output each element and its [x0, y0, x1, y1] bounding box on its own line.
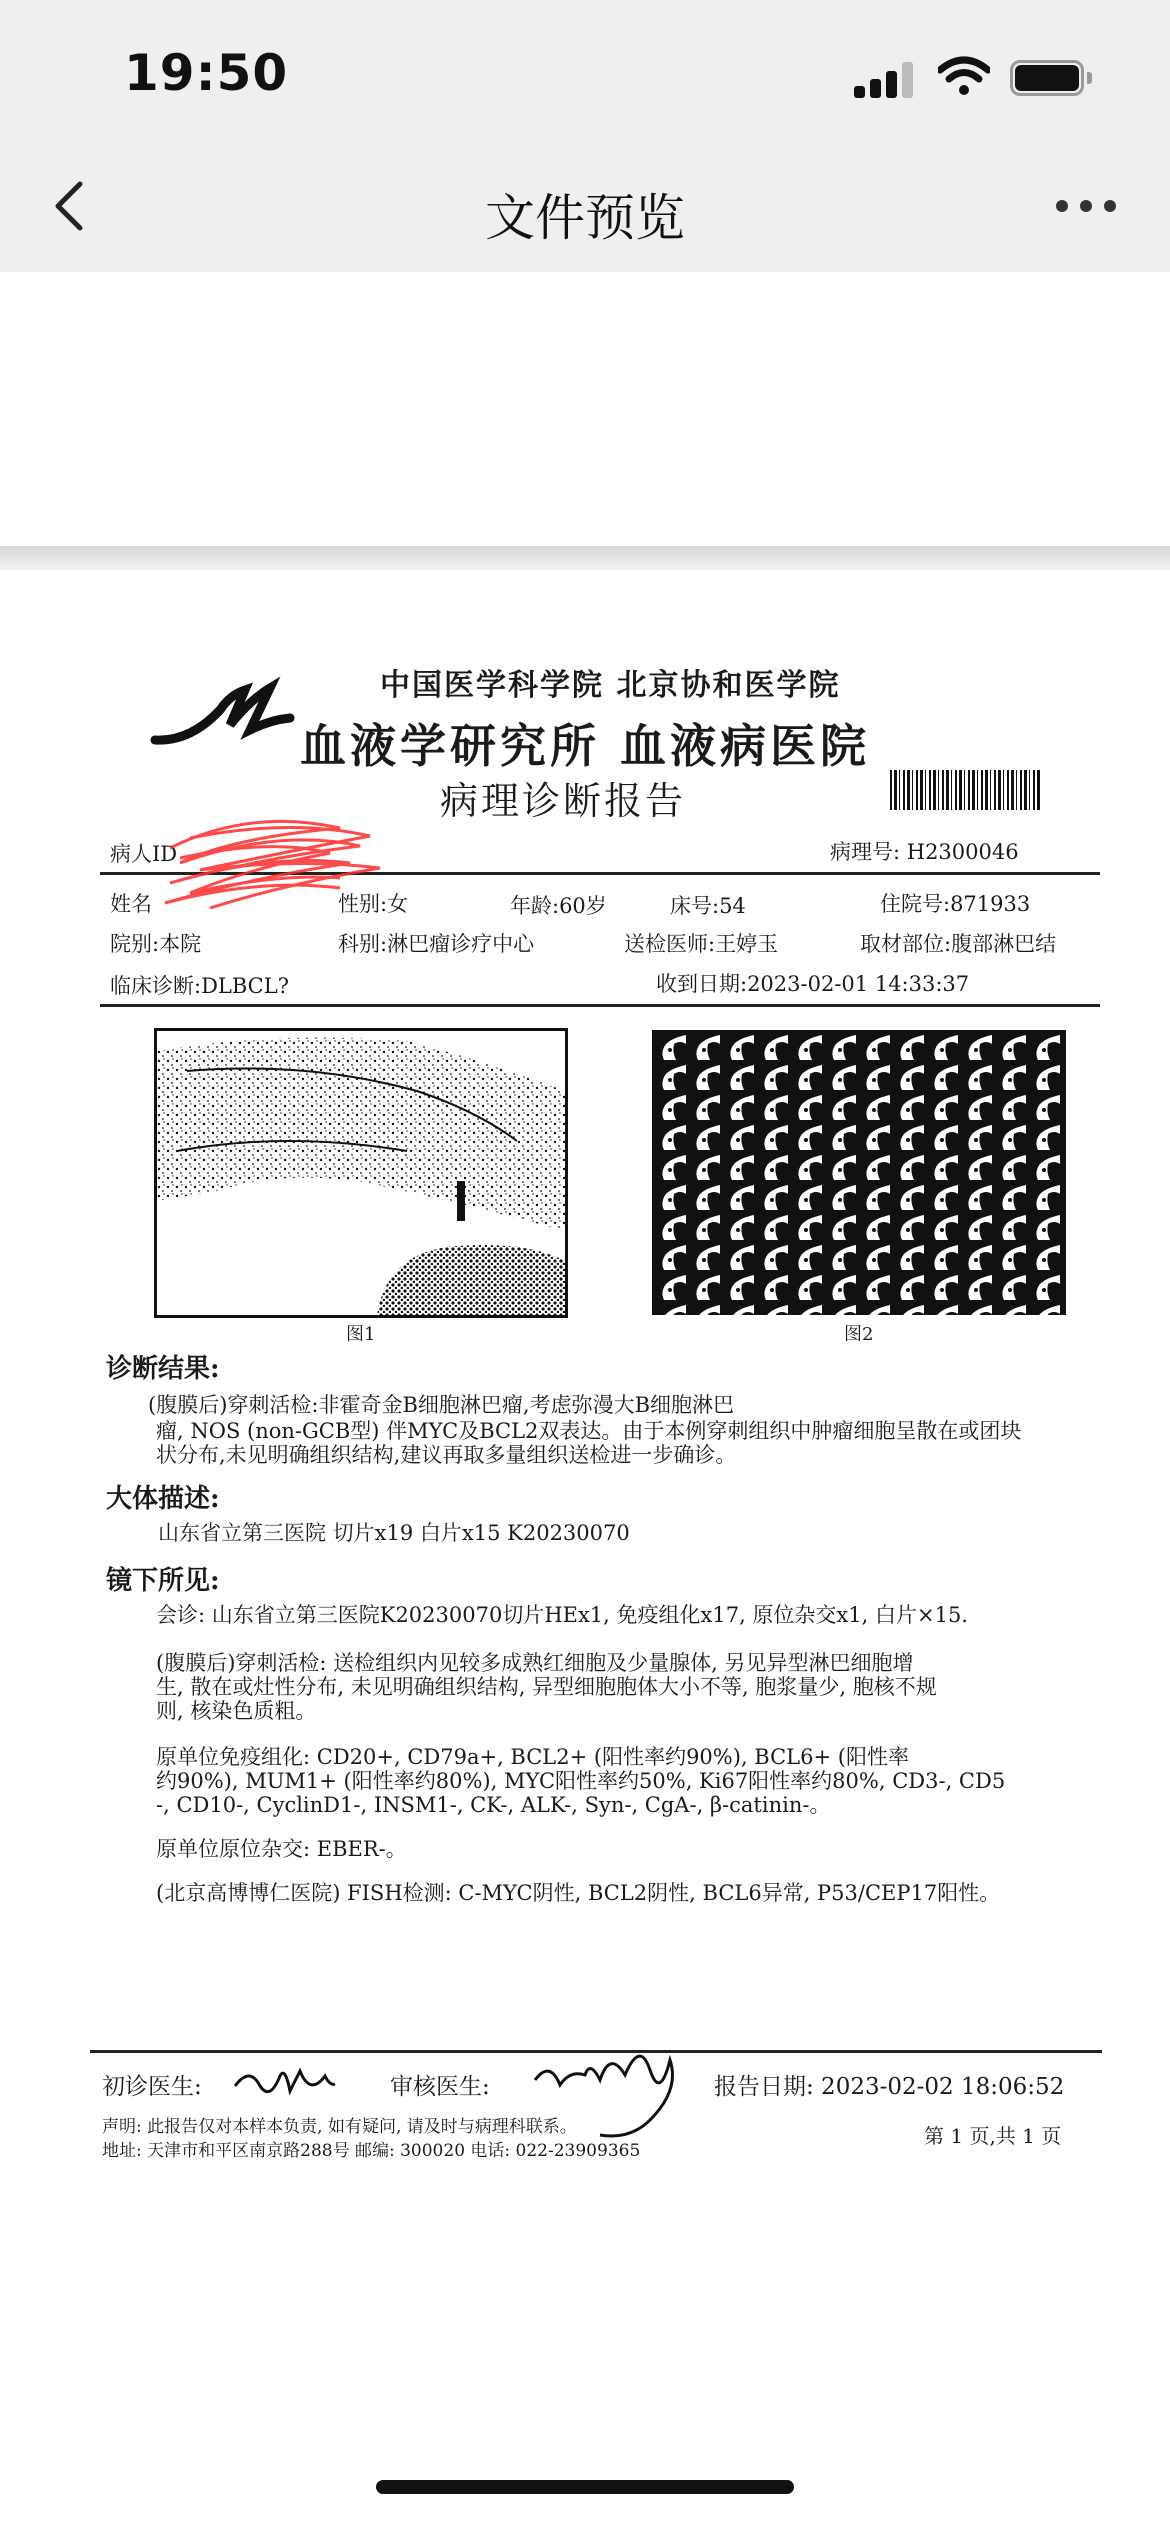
report-title: 病理诊断报告	[440, 779, 687, 823]
page-indicator: 第 1 页,共 1 页	[924, 2124, 1062, 2148]
top-bar	[0, 0, 1170, 272]
referring-doctor: 送检医师:王婷玉	[624, 932, 779, 956]
institution-line1: 中国医学科学院 北京协和医学院	[380, 668, 841, 703]
microscopic-heading: 镜下所见:	[106, 1566, 220, 1596]
redaction-scribble	[110, 808, 420, 918]
gross-heading: 大体描述:	[106, 1484, 220, 1514]
micrograph-figure-1	[154, 1028, 568, 1318]
barcode	[890, 770, 1040, 810]
pathology-number: 病理号: H2300046	[830, 840, 1019, 864]
address: 地址: 天津市和平区南京路288号 邮编: 300020 电话: 022-23909365	[102, 2141, 641, 2161]
institution-line2: 血液学研究所 血液病医院	[300, 719, 871, 773]
report-date: 报告日期: 2023-02-02 18:06:52	[714, 2074, 1065, 2100]
pathology-report-document[interactable]	[80, 610, 1120, 2170]
microscopic-p2-l2: 约90%), MUM1+ (阳性率约80%), MYC阳性率约50%, Ki67阳性率约80%, CD3-, CD5	[156, 1769, 1006, 1793]
microscopic-consult: 会诊: 山东省立第三医院K20230070切片HEx1, 免疫组化x17, 原位杂交x1, 白片×15.	[156, 1603, 968, 1627]
name-label: 姓名	[110, 892, 152, 916]
microscopic-p1-l3: 则, 核染色质粗。	[156, 1699, 317, 1723]
first-doctor-signature	[230, 2056, 340, 2106]
department-field: 科别:淋巴瘤诊疗中心	[338, 932, 535, 956]
gross-text: 山东省立第三医院 切片x19 白片x15 K20230070	[158, 1521, 630, 1545]
inpatient-number: 住院号:871933	[880, 892, 1031, 916]
statement: 声明: 此报告仅对本样本负责, 如有疑问, 请及时与病理科联系。	[102, 2117, 577, 2137]
wifi-icon	[938, 56, 990, 96]
diagnosis-line-2: 瘤, NOS (non-GCB型) 伴MYC及BCL2双表达。由于本例穿刺组织中肿瘤细胞呈散在或团块	[156, 1419, 1022, 1443]
page-title: 文件预览	[485, 189, 685, 247]
hospital-area: 院别:本院	[110, 932, 202, 956]
microscopic-p1-l1: (腹膜后)穿刺活检: 送检组织内见较多成熟红细胞及少量腺体, 另见异型淋巴细胞增	[156, 1651, 914, 1675]
bed-field: 床号:54	[670, 894, 746, 918]
battery-icon	[1010, 60, 1092, 96]
rule	[100, 1004, 1100, 1007]
reviewer-label: 审核医生:	[390, 2074, 490, 2100]
home-indicator[interactable]	[376, 2480, 794, 2494]
diagnosis-heading: 诊断结果:	[106, 1354, 220, 1384]
micrograph-figure-2	[652, 1030, 1066, 1315]
clinical-diagnosis: 临床诊断:DLBCL?	[110, 974, 289, 998]
cellular-signal-icon	[854, 62, 914, 98]
age-field: 年龄:60岁	[510, 894, 607, 918]
microscopic-p4: (北京高博博仁医院) FISH检测: C-MYC阴性, BCL2阴性, BCL6异常, P53/CEP17阳性。	[156, 1881, 1001, 1905]
figure-2-caption: 图2	[844, 1324, 874, 1345]
gender-field: 性别:女	[338, 892, 409, 916]
hospital-logo	[150, 670, 300, 760]
diagnosis-line-3: 状分布,未见明确组织结构,建议再取多量组织送检进一步确诊。	[156, 1443, 737, 1467]
first-doctor-label: 初诊医生:	[102, 2074, 202, 2100]
microscopic-p3: 原单位原位杂交: EBER-。	[156, 1837, 407, 1861]
figure-1-caption: 图1	[346, 1324, 376, 1345]
page-divider	[0, 546, 1170, 570]
patient-id-label: 病人ID	[110, 842, 178, 866]
sample-site: 取材部位:腹部淋巴结	[860, 932, 1057, 956]
microscopic-p1-l2: 生, 散在或灶性分布, 未见明确组织结构, 异型细胞胞体大小不等, 胞浆量少, 胞核不规	[156, 1675, 937, 1699]
microscopic-p2-l3: -, CD10-, CyclinD1-, INSM1-, CK-, ALK-, Syn-, CgA-, β-catinin-。	[156, 1793, 831, 1817]
received-date: 收到日期:2023-02-01 14:33:37	[656, 972, 970, 996]
more-options-icon[interactable]	[1056, 200, 1116, 214]
diagnosis-line-1: (腹膜后)穿刺活检:非霍奇金B细胞淋巴瘤,考虑弥漫大B细胞淋巴	[148, 1393, 734, 1417]
status-time: 19:50	[124, 44, 289, 102]
microscopic-p2-l1: 原单位免疫组化: CD20+, CD79a+, BCL2+ (阳性率约90%), BCL6+ (阳性率	[156, 1745, 909, 1769]
